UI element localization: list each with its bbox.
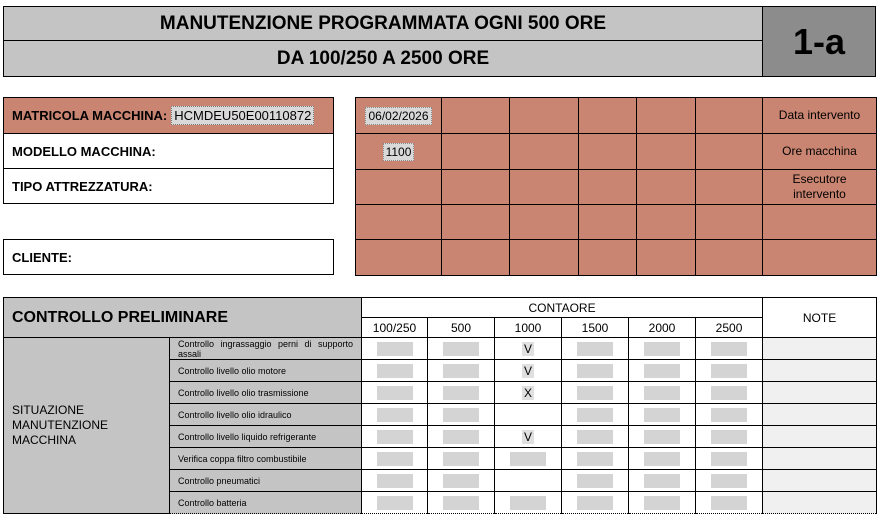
entry-box[interactable] (644, 342, 680, 356)
note-cell[interactable] (763, 492, 877, 514)
check-cell[interactable] (428, 492, 495, 514)
machine-hours-cell[interactable] (356, 134, 442, 170)
interval-header: 2500 (696, 318, 763, 338)
check-cell[interactable] (629, 382, 696, 404)
machine-hours[interactable]: 1100 (383, 143, 415, 161)
entry-box[interactable] (711, 452, 747, 466)
check-cell[interactable] (428, 338, 495, 360)
entry-box[interactable] (510, 496, 546, 510)
check-cell[interactable] (362, 492, 428, 514)
tipo-row[interactable] (3, 168, 334, 204)
modello-row[interactable] (3, 133, 334, 169)
grid-cell[interactable] (442, 240, 510, 276)
check-mark[interactable]: X (523, 385, 532, 400)
section-title: CONTROLLO PRELIMINARE (4, 298, 362, 338)
note-cell[interactable] (763, 360, 877, 382)
entry-box[interactable] (577, 430, 613, 444)
grid-cell[interactable] (442, 170, 510, 205)
grid-cell[interactable] (637, 240, 696, 276)
grid-cell[interactable] (579, 240, 637, 276)
intervention-date-cell[interactable] (356, 98, 442, 134)
check-mark[interactable]: V (523, 341, 532, 356)
check-cell[interactable] (362, 448, 428, 470)
entry-box[interactable] (577, 496, 613, 510)
entry-box[interactable] (711, 386, 747, 400)
entry-box[interactable] (644, 364, 680, 378)
interval-header: 1500 (562, 318, 629, 338)
check-cell[interactable] (428, 404, 495, 426)
entry-box[interactable] (577, 452, 613, 466)
check-cell[interactable] (562, 426, 629, 448)
entry-box[interactable] (644, 408, 680, 422)
matricola-field[interactable]: HCMDEU50E00110872 (171, 106, 314, 125)
check-cell[interactable] (362, 470, 428, 492)
grid-cell[interactable] (763, 240, 877, 276)
grid-cell[interactable] (637, 134, 696, 170)
interval-header: 500 (428, 318, 495, 338)
check-cell[interactable] (696, 382, 763, 404)
check-cell[interactable] (562, 404, 629, 426)
grid-cell[interactable] (510, 240, 579, 276)
grid-cell[interactable] (510, 98, 579, 134)
grid-cell[interactable] (637, 205, 696, 240)
entry-box[interactable] (443, 364, 479, 378)
entry-box[interactable] (644, 496, 680, 510)
grid-cell[interactable] (510, 205, 579, 240)
entry-box[interactable] (377, 386, 413, 400)
grid-cell[interactable] (510, 134, 579, 170)
intervention-grid (355, 97, 877, 276)
page-title (3, 6, 763, 41)
check-cell[interactable] (562, 470, 629, 492)
entry-box[interactable] (443, 386, 479, 400)
grid-cell[interactable] (442, 98, 510, 134)
title-line-2: DA 100/250 A 2500 ORE (276, 47, 490, 69)
note-cell[interactable] (763, 338, 877, 360)
check-cell[interactable] (428, 426, 495, 448)
check-cell[interactable] (696, 470, 763, 492)
entry-box[interactable] (711, 342, 747, 356)
section-label (4, 338, 170, 514)
note-cell[interactable] (763, 382, 877, 404)
grid-cell[interactable] (579, 134, 637, 170)
entry-box[interactable] (711, 364, 747, 378)
check-cell[interactable] (629, 492, 696, 514)
cliente-label: CLIENTE: (12, 249, 72, 265)
label-ore-macchina: Ore macchina (763, 134, 877, 170)
check-cell[interactable] (696, 360, 763, 382)
entry-box[interactable] (377, 364, 413, 378)
check-cell[interactable] (629, 404, 696, 426)
check-cell[interactable] (696, 404, 763, 426)
entry-box[interactable] (377, 474, 413, 488)
form-code-badge (762, 6, 876, 77)
entry-box[interactable] (377, 408, 413, 422)
entry-box[interactable] (577, 386, 613, 400)
check-cell[interactable] (362, 360, 428, 382)
check-item-label: Controllo livello olio motore (170, 360, 362, 382)
check-cell[interactable] (562, 338, 629, 360)
entry-box[interactable] (711, 408, 747, 422)
check-cell[interactable] (495, 382, 562, 404)
entry-box[interactable] (711, 496, 747, 510)
entry-box[interactable] (443, 430, 479, 444)
intervention-date[interactable]: 06/02/2026 (365, 107, 431, 125)
check-cell[interactable] (362, 426, 428, 448)
check-mark[interactable]: V (523, 363, 532, 378)
grid-cell[interactable] (763, 205, 877, 240)
check-cell[interactable] (629, 360, 696, 382)
cliente-row[interactable] (3, 239, 334, 275)
matricola-row (3, 97, 334, 134)
entry-box[interactable] (443, 474, 479, 488)
grid-cell[interactable] (510, 170, 579, 205)
check-cell[interactable] (696, 448, 763, 470)
modello-label: MODELLO MACCHINA: (12, 143, 156, 159)
grid-cell[interactable] (356, 205, 442, 240)
grid-cell[interactable] (696, 98, 763, 134)
entry-box[interactable] (644, 474, 680, 488)
check-cell[interactable] (629, 426, 696, 448)
tipo-label: TIPO ATTREZZATURA: (12, 178, 153, 194)
grid-cell[interactable] (696, 205, 763, 240)
title-line-1: MANUTENZIONE PROGRAMMATA OGNI 500 ORE (159, 12, 607, 34)
entry-box[interactable] (577, 474, 613, 488)
grid-cell[interactable] (442, 134, 510, 170)
preliminary-check-table (3, 297, 877, 514)
check-mark[interactable]: V (523, 429, 532, 444)
entry-box[interactable] (443, 342, 479, 356)
note-cell[interactable] (763, 426, 877, 448)
check-item-label: Controllo ingrassaggio perni di supporto assali (170, 338, 362, 360)
check-cell[interactable] (362, 338, 428, 360)
check-cell[interactable] (495, 426, 562, 448)
entry-box[interactable] (377, 452, 413, 466)
entry-box[interactable] (377, 496, 413, 510)
interval-header: 2000 (629, 318, 696, 338)
label-esecutore: Esecutore intervento (763, 170, 877, 205)
note-cell[interactable] (763, 448, 877, 470)
check-cell[interactable] (562, 360, 629, 382)
interval-header: 1000 (495, 318, 562, 338)
check-cell[interactable] (362, 382, 428, 404)
check-item-label: Controllo livello olio idraulico (170, 404, 362, 426)
check-cell[interactable] (629, 338, 696, 360)
check-item-label: Controllo livello liquido refrigerante (170, 426, 362, 448)
entry-box[interactable] (711, 430, 747, 444)
check-item-label: Verifica coppa filtro combustibile (170, 448, 362, 470)
check-cell[interactable] (495, 448, 562, 470)
entry-box[interactable] (577, 408, 613, 422)
grid-cell[interactable] (637, 98, 696, 134)
entry-box[interactable] (577, 342, 613, 356)
contaore-header: CONTAORE (362, 298, 763, 318)
check-cell[interactable] (362, 404, 428, 426)
check-cell[interactable] (495, 360, 562, 382)
entry-box[interactable] (443, 408, 479, 422)
grid-cell[interactable] (579, 205, 637, 240)
grid-cell[interactable] (442, 205, 510, 240)
interval-header: 100/250 (362, 318, 428, 338)
check-item-label: Controllo batteria (170, 492, 362, 514)
section-label-text: SITUAZIONE MANUTENZIONE MACCHINA (12, 403, 108, 447)
check-cell[interactable] (495, 492, 562, 514)
grid-cell[interactable] (696, 170, 763, 205)
grid-cell[interactable] (637, 170, 696, 205)
entry-box[interactable] (377, 342, 413, 356)
check-cell[interactable] (696, 492, 763, 514)
grid-cell[interactable] (579, 98, 637, 134)
entry-box[interactable] (711, 474, 747, 488)
entry-box[interactable] (644, 452, 680, 466)
check-cell[interactable] (696, 338, 763, 360)
check-cell[interactable] (696, 426, 763, 448)
check-cell[interactable] (428, 360, 495, 382)
check-cell[interactable] (428, 382, 495, 404)
label-data-intervento: Data intervento (763, 98, 877, 134)
grid-cell[interactable] (696, 134, 763, 170)
check-cell[interactable] (629, 448, 696, 470)
grid-cell[interactable] (696, 240, 763, 276)
check-cell[interactable] (629, 470, 696, 492)
check-cell[interactable] (562, 448, 629, 470)
note-cell[interactable] (763, 404, 877, 426)
page-subtitle (3, 40, 763, 77)
check-cell[interactable] (495, 470, 562, 492)
entry-box[interactable] (577, 364, 613, 378)
entry-box[interactable] (377, 430, 413, 444)
grid-cell[interactable] (356, 170, 442, 205)
entry-box[interactable] (644, 430, 680, 444)
entry-box[interactable] (510, 452, 546, 466)
note-cell[interactable] (763, 470, 877, 492)
form-code: 1-a (792, 20, 846, 62)
check-cell[interactable] (428, 470, 495, 492)
check-cell[interactable] (562, 492, 629, 514)
grid-cell[interactable] (579, 170, 637, 205)
check-cell[interactable] (428, 448, 495, 470)
entry-box[interactable] (443, 496, 479, 510)
check-cell[interactable] (562, 382, 629, 404)
check-item-label: Controllo livello olio trasmissione (170, 382, 362, 404)
entry-box[interactable] (644, 386, 680, 400)
note-header: NOTE (763, 298, 877, 338)
matricola-label: MATRICOLA MACCHINA: (12, 108, 168, 123)
check-cell[interactable] (495, 404, 562, 426)
entry-box[interactable] (443, 452, 479, 466)
check-item-label: Controllo pneumatici (170, 470, 362, 492)
grid-cell[interactable] (356, 240, 442, 276)
check-cell[interactable] (495, 338, 562, 360)
